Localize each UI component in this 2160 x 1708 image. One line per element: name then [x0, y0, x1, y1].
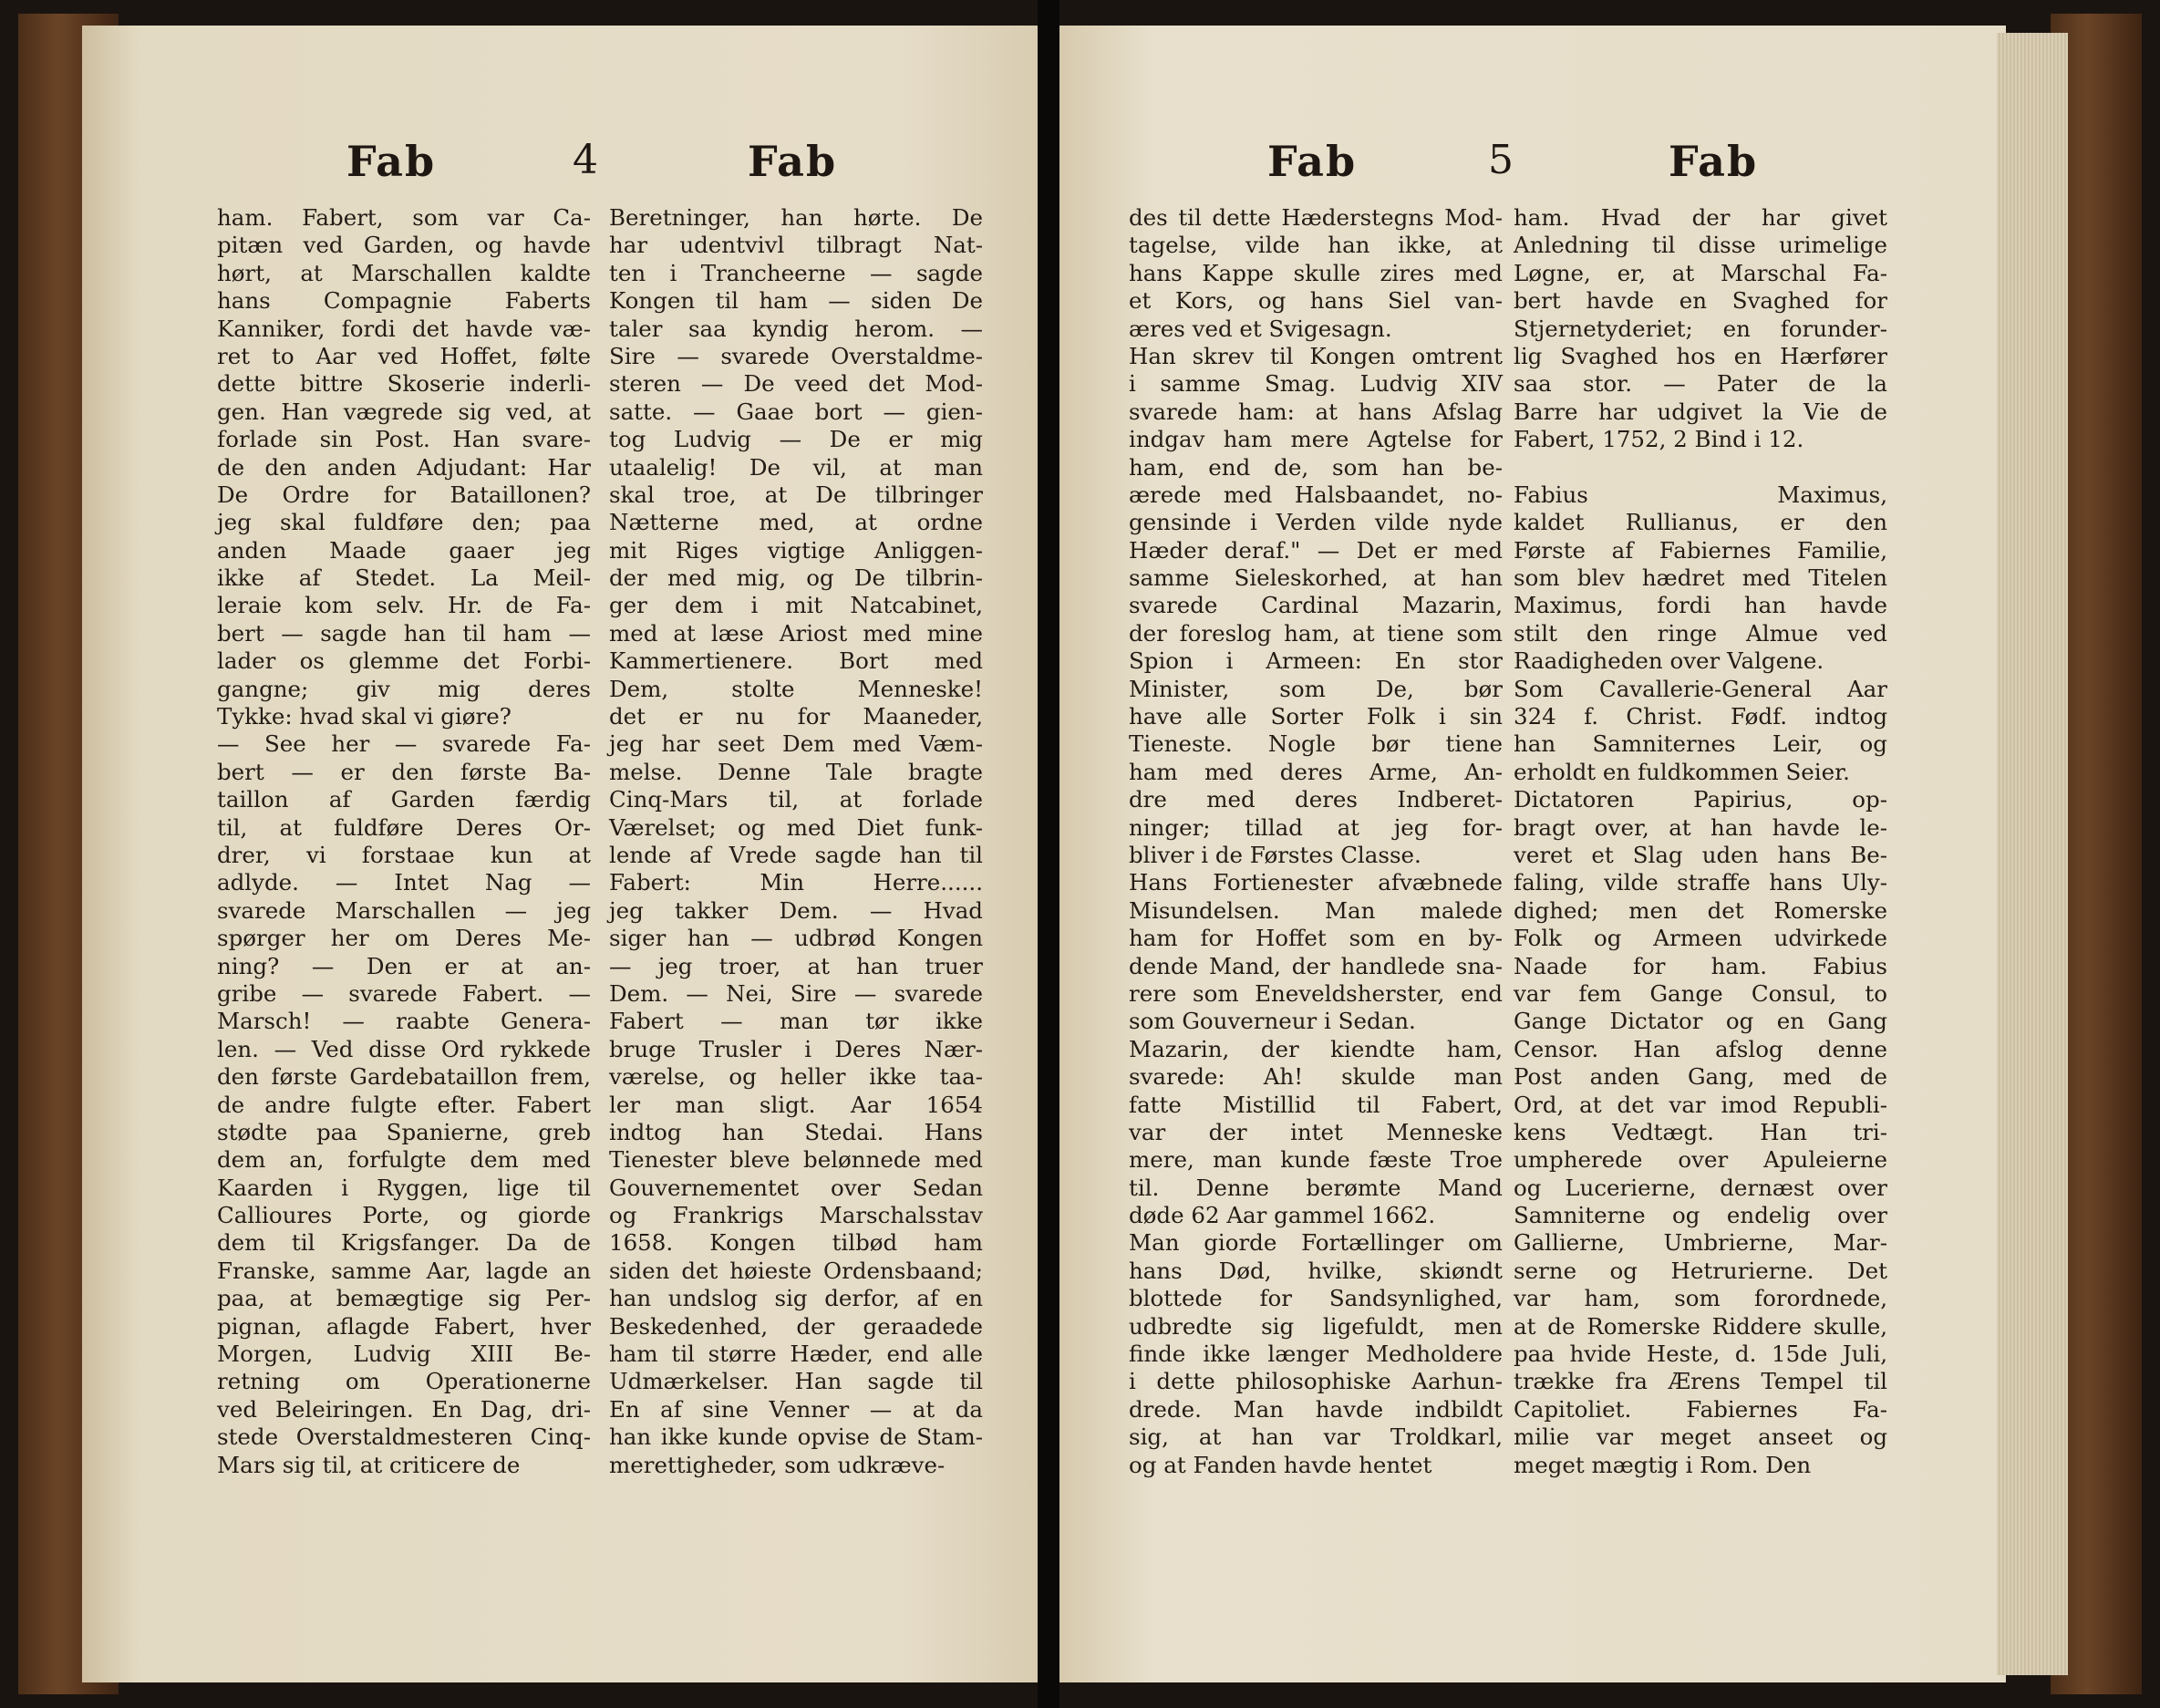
- text-line: ham til større Hæder, end alle: [609, 1341, 983, 1368]
- text-line: ham. Fabert, som var Ca-: [217, 204, 591, 231]
- text-line: Gange Dictator og en Gang: [1514, 1008, 1887, 1035]
- text-line: værelse, og heller ikke taa-: [609, 1063, 983, 1091]
- text-line: ger dem i mit Natcabinet,: [609, 592, 983, 619]
- text-line: var der intet Menneske: [1129, 1118, 1503, 1145]
- text-line: ham, end de, som han be-: [1129, 453, 1503, 481]
- text-line: ved Beleiringen. En Dag, dri-: [217, 1395, 591, 1423]
- text-line: der foreslog ham, at tiene som: [1129, 619, 1503, 647]
- text-line: ret to Aar ved Hoffet, følte: [217, 342, 591, 369]
- text-line: hørt, at Marschallen kaldte: [217, 259, 591, 286]
- text-line: bruge Trusler i Deres Nær-: [609, 1035, 983, 1062]
- text-line: bert — er den første Ba-: [217, 758, 591, 785]
- text-line: Løgne, er, at Marschal Fa-: [1514, 259, 1887, 286]
- text-line: jeg har seet Dem med Væm-: [609, 730, 983, 758]
- text-line: veret et Slag uden hans Be-: [1514, 841, 1887, 868]
- text-line: Maximus, fordi han havde: [1514, 592, 1887, 619]
- text-line: sig, at han var Troldkarl,: [1129, 1423, 1503, 1451]
- text-line: trække fra Ærens Tempel til: [1514, 1368, 1887, 1395]
- text-line: Første af Fabiernes Familie,: [1514, 536, 1887, 564]
- text-line: Kammertienere. Bort med: [609, 647, 983, 675]
- text-line: gensinde i Verden vilde nyde: [1129, 509, 1503, 536]
- text-line: stede Overstaldmesteren Cinq-: [217, 1423, 591, 1451]
- text-line: Beretninger, han hørte. De: [609, 204, 983, 231]
- text-line: døde 62 Aar gammel 1662.: [1129, 1202, 1436, 1229]
- text-line: Sire — svarede Overstaldme-: [609, 342, 983, 369]
- text-line: Dictatoren Papirius, op-: [1514, 786, 1887, 813]
- scan-divider: [1038, 0, 1059, 1708]
- text-line: siger han — udbrød Kongen: [609, 925, 983, 952]
- text-line: faling, vilde straffe hans Uly-: [1514, 869, 1887, 896]
- text-line: dem an, forfulgte dem med: [217, 1146, 591, 1174]
- left-page-column-2: [609, 204, 983, 1479]
- text-line: Gallierne, Umbrierne, Mar-: [1514, 1229, 1887, 1257]
- text-line: Barre har udgivet la Vie de: [1514, 398, 1887, 425]
- text-line: samme Sieleskorhed, at han: [1129, 564, 1503, 592]
- left-page-header-left-word: Fab: [346, 137, 437, 186]
- text-line: svarede Marschallen — jeg: [217, 896, 591, 924]
- text-line: mit Riges vigtige Anliggen-: [609, 536, 983, 564]
- text-line: Gouvernementet over Sedan: [609, 1174, 983, 1201]
- text-line: ham. Hvad der har givet: [1514, 204, 1887, 231]
- text-line: stødte paa Spanierne, greb: [217, 1118, 591, 1145]
- text-line: han Samniternes Leir, og: [1514, 730, 1887, 758]
- text-line: det er nu for Maaneder,: [609, 703, 983, 730]
- text-line: Tykke: hvad skal vi giøre?: [217, 703, 512, 730]
- text-line: saa stor. — Pater de la: [1514, 370, 1887, 398]
- text-line: merettigheder, som udkræve-: [609, 1451, 946, 1478]
- text-line: Callioures Porte, og giorde: [217, 1202, 591, 1229]
- text-line: anden Maade gaaer jeg: [217, 536, 591, 564]
- text-line: æres ved et Svigesagn.: [1129, 315, 1392, 342]
- text-line: Tieneste. Nogle bør tiene: [1129, 730, 1503, 758]
- text-line: Mars sig til, at criticere de: [217, 1451, 521, 1478]
- text-line: i dette philosophiske Aarhun-: [1129, 1368, 1503, 1395]
- text-line: 324 f. Christ. Fødf. indtog: [1514, 703, 1887, 730]
- text-line: bragt over, at han havde le-: [1514, 813, 1887, 841]
- text-line: serne og Hetrurierne. Det: [1514, 1257, 1887, 1284]
- text-line: fatte Mistillid til Fabert,: [1129, 1091, 1503, 1118]
- text-line: et Kors, og hans Siel van-: [1129, 287, 1503, 315]
- text-line: Post anden Gang, med de: [1514, 1063, 1887, 1091]
- text-line: i samme Smag. Ludvig XIV: [1129, 370, 1503, 398]
- right-page-column-1: [1129, 204, 1503, 1479]
- text-line: den første Gardebataillon frem,: [217, 1063, 591, 1091]
- text-line: Marsch! — raabte Genera-: [217, 1008, 591, 1035]
- text-line: Franske, samme Aar, lagde an: [217, 1257, 591, 1284]
- text-line: lig Svaghed hos en Hærfører: [1514, 342, 1887, 369]
- text-line: satte. — Gaae bort — gien-: [609, 398, 983, 425]
- text-line: finde ikke længer Medholdere: [1129, 1341, 1503, 1368]
- text-line: gangne; giv mig deres: [217, 675, 591, 702]
- text-line: Morgen, Ludvig XIII Be-: [217, 1341, 591, 1368]
- left-page-column-1: [217, 204, 591, 1479]
- text-line: Som Cavallerie-General Aar: [1514, 675, 1887, 702]
- text-line: De Ordre for Bataillonen?: [217, 481, 591, 508]
- text-line: der med mig, og De tilbrin-: [609, 564, 983, 592]
- text-line: paa, at bemægtige sig Per-: [217, 1285, 591, 1312]
- text-line: melse. Denne Tale bragte: [609, 758, 983, 785]
- text-line: var ham, som forordnede,: [1514, 1285, 1887, 1312]
- text-line: jeg takker Dem. — Hvad: [609, 896, 983, 924]
- text-line: og Frankrigs Marschalsstav: [609, 1202, 983, 1229]
- text-line: svarede Cardinal Mazarin,: [1129, 592, 1503, 619]
- text-line: ten i Trancheerne — sagde: [609, 259, 983, 286]
- text-line: skal troe, at De tilbringer: [609, 481, 983, 508]
- text-line: bert — sagde han til ham —: [217, 619, 591, 647]
- text-line: Fabert, 1752, 2 Bind i 12.: [1514, 426, 1804, 453]
- text-line: Raadigheden over Valgene.: [1514, 647, 1824, 675]
- text-line: og at Fanden havde hentet: [1129, 1451, 1432, 1478]
- left-page-header-right-word: Fab: [748, 137, 838, 186]
- text-line: Kongen til ham — siden De: [609, 287, 983, 315]
- text-line: Samniterne og endelig over: [1514, 1202, 1887, 1229]
- text-line: bliver i de Førstes Classe.: [1129, 841, 1421, 868]
- text-line: [1514, 454, 1887, 481]
- text-line: Fabius Maximus,: [1514, 481, 1887, 508]
- text-line: Hans Fortienester afvæbnede: [1129, 869, 1503, 896]
- text-line: Spion i Armeen: En stor: [1129, 647, 1503, 675]
- text-line: ikke af Stedet. La Meil-: [217, 564, 591, 592]
- text-line: de andre fulgte efter. Fabert: [217, 1091, 591, 1118]
- text-line: adlyde. — Intet Nag —: [217, 869, 591, 896]
- text-line: som Gouverneur i Sedan.: [1129, 1008, 1416, 1035]
- text-line: mere, man kunde fæste Troe: [1129, 1146, 1503, 1174]
- text-line: han undslog sig derfor, af en: [609, 1285, 983, 1312]
- right-page-column-2: [1514, 204, 1887, 1479]
- text-line: retning om Operationerne: [217, 1368, 591, 1395]
- text-line: Kanniker, fordi det havde væ-: [217, 315, 591, 342]
- text-line: med at læse Ariost med mine: [609, 619, 983, 647]
- text-line: tagelse, vilde han ikke, at: [1129, 232, 1503, 259]
- text-line: pitæn ved Garden, og havde: [217, 232, 591, 259]
- text-line: udbredte sig ligefuldt, men: [1129, 1312, 1503, 1340]
- text-line: hans Compagnie Faberts: [217, 287, 591, 315]
- text-line: des til dette Hæderstegns Mod-: [1129, 204, 1503, 231]
- text-line: dem til Krigsfanger. Da de: [217, 1229, 591, 1257]
- text-line: tog Ludvig — De er mig: [609, 426, 983, 453]
- text-line: Fabert: Min Herre......: [609, 869, 983, 896]
- text-line: indgav ham mere Agtelse for: [1129, 426, 1503, 453]
- text-line: Ord, at det var imod Republi-: [1514, 1091, 1887, 1118]
- text-line: drede. Man havde indbildt: [1129, 1395, 1503, 1423]
- text-line: erholdt en fuldkommen Seier.: [1514, 758, 1850, 785]
- text-line: hans Kappe skulle zires med: [1129, 259, 1503, 286]
- text-line: 1658. Kongen tilbød ham: [609, 1229, 983, 1257]
- text-line: dre med deres Indberet-: [1129, 786, 1503, 813]
- text-line: Hæder deraf." — Det er med: [1129, 536, 1503, 564]
- text-line: Minister, som De, bør: [1129, 675, 1503, 702]
- text-line: forlade sin Post. Han svare-: [217, 426, 591, 453]
- text-line: Man giorde Fortællinger om: [1129, 1229, 1503, 1257]
- text-line: han ikke kunde opvise de Stam-: [609, 1423, 983, 1451]
- text-line: de den anden Adjudant: Har: [217, 453, 591, 481]
- text-line: Mazarin, der kiendte ham,: [1129, 1035, 1503, 1062]
- text-line: milie var meget anseet og: [1514, 1423, 1887, 1451]
- text-line: rere som Eneveldsherster, end: [1129, 979, 1503, 1007]
- text-line: jeg skal fuldføre den; paa: [217, 509, 591, 536]
- text-line: spørger her om Deres Me-: [217, 925, 591, 952]
- text-line: hans Død, hvilke, skiøndt: [1129, 1257, 1503, 1284]
- text-line: Anledning til disse urimelige: [1514, 232, 1887, 259]
- text-line: Folk og Armeen udvirkede: [1514, 925, 1887, 952]
- text-line: steren — De veed det Mod-: [609, 370, 983, 398]
- text-line: var fem Gange Consul, to: [1514, 979, 1887, 1007]
- text-line: siden det høieste Ordensbaand;: [609, 1257, 983, 1284]
- text-line: Stjernetyderiet; en forunder-: [1514, 315, 1887, 342]
- text-line: En af sine Venner — at da: [609, 1395, 983, 1423]
- text-line: indtog han Stedai. Hans: [609, 1118, 983, 1145]
- text-line: svarede ham: at hans Afslag: [1129, 398, 1503, 425]
- text-line: dette bittre Skoserie inderli-: [217, 370, 591, 398]
- text-line: Han skrev til Kongen omtrent: [1129, 342, 1503, 369]
- text-line: Nætterne med, at ordne: [609, 509, 983, 536]
- text-line: taler saa kyndig herom. —: [609, 315, 983, 342]
- text-line: ning? — Den er at an-: [217, 952, 591, 979]
- text-line: umpherede over Apuleierne: [1514, 1146, 1887, 1174]
- text-line: til, at fuldføre Deres Or-: [217, 813, 591, 841]
- text-line: Capitoliet. Fabiernes Fa-: [1514, 1395, 1887, 1423]
- text-line: og Lucerierne, dernæst over: [1514, 1174, 1887, 1201]
- text-line: bert havde en Svaghed for: [1514, 287, 1887, 315]
- text-line: kens Vedtægt. Han tri-: [1514, 1118, 1887, 1145]
- text-line: taillon af Garden færdig: [217, 786, 591, 813]
- text-line: — See her — svarede Fa-: [217, 730, 591, 758]
- text-line: lende af Vrede sagde han til: [609, 841, 983, 868]
- right-page-folio: 5: [1488, 137, 1515, 183]
- text-line: dende Mand, der handlede sna-: [1129, 952, 1503, 979]
- left-page-folio: 4: [573, 137, 600, 183]
- text-line: til. Denne berømte Mand: [1129, 1174, 1503, 1201]
- text-line: Fabert — man tør ikke: [609, 1008, 983, 1035]
- text-line: ler man sligt. Aar 1654: [609, 1091, 983, 1118]
- text-line: ham for Hoffet som en by-: [1129, 925, 1503, 952]
- text-line: Censor. Han afslog denne: [1514, 1035, 1887, 1062]
- text-line: blottede for Sandsynlighed,: [1129, 1285, 1503, 1312]
- text-line: lader os glemme det Forbi-: [217, 647, 591, 675]
- text-line: Beskedenhed, der geraadede: [609, 1312, 983, 1340]
- text-line: Kaarden i Ryggen, lige til: [217, 1174, 591, 1201]
- text-line: have alle Sorter Folk i sin: [1129, 703, 1503, 730]
- text-line: ham med deres Arme, An-: [1129, 758, 1503, 785]
- text-line: Cinq-Mars til, at forlade: [609, 786, 983, 813]
- text-line: leraie kom selv. Hr. de Fa-: [217, 592, 591, 619]
- text-line: Tienester bleve belønnede med: [609, 1146, 983, 1174]
- text-line: Dem. — Nei, Sire — svarede: [609, 979, 983, 1007]
- text-line: pignan, aflagde Fabert, hver: [217, 1312, 591, 1340]
- text-line: Værelset; og med Diet funk-: [609, 813, 983, 841]
- text-line: har udentvivl tilbragt Nat-: [609, 232, 983, 259]
- text-line: stilt den ringe Almue ved: [1514, 619, 1887, 647]
- text-line: Misundelsen. Man malede: [1129, 896, 1503, 924]
- text-line: paa hvide Heste, d. 15de Juli,: [1514, 1341, 1887, 1368]
- right-page-header-right-word: Fab: [1669, 137, 1759, 186]
- text-line: dighed; men det Romerske: [1514, 896, 1887, 924]
- right-page-header-left-word: Fab: [1267, 137, 1358, 186]
- text-line: kaldet Rullianus, er den: [1514, 509, 1887, 536]
- text-line: ærede med Halsbaandet, no-: [1129, 481, 1503, 508]
- text-line: Dem, stolte Menneske!: [609, 675, 983, 702]
- text-line: at de Romerske Riddere skulle,: [1514, 1312, 1887, 1340]
- text-line: gribe — svarede Fabert. —: [217, 979, 591, 1007]
- text-line: len. — Ved disse Ord rykkede: [217, 1035, 591, 1062]
- text-line: ninger; tillad at jeg for-: [1129, 813, 1503, 841]
- text-line: som blev hædret med Titelen: [1514, 564, 1887, 592]
- page-edges: [1997, 33, 2068, 1675]
- text-line: Naade for ham. Fabius: [1514, 952, 1887, 979]
- text-line: svarede: Ah! skulde man: [1129, 1063, 1503, 1091]
- text-line: meget mægtig i Rom. Den: [1514, 1451, 1812, 1478]
- text-line: Udmærkelser. Han sagde til: [609, 1368, 983, 1395]
- text-line: gen. Han vægrede sig ved, at: [217, 398, 591, 425]
- text-line: drer, vi forstaae kun at: [217, 841, 591, 868]
- text-line: — jeg troer, at han truer: [609, 952, 983, 979]
- text-line: utaalelig! De vil, at man: [609, 453, 983, 481]
